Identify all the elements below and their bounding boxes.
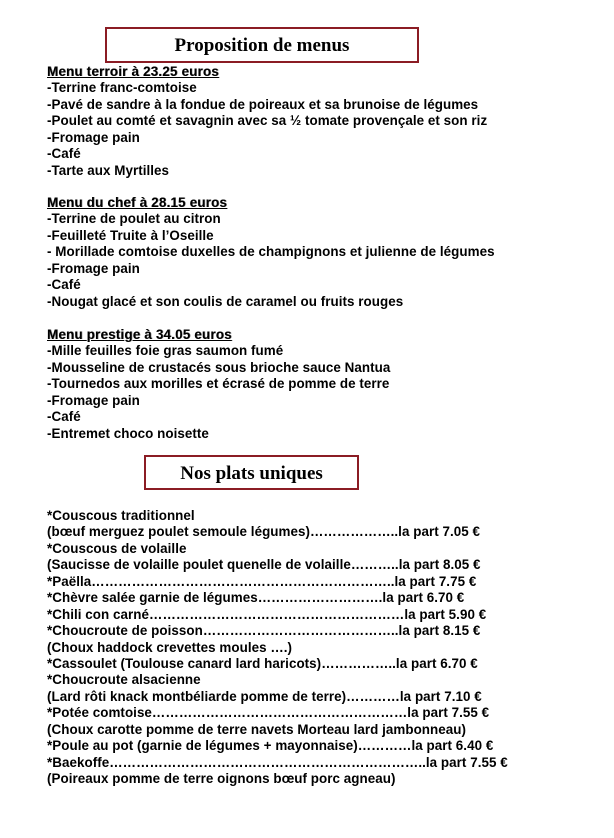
menu-item: - Morillade comtoise duxelles de champignons et julienne de légumes bbox=[47, 244, 495, 260]
menu-item: -Café bbox=[47, 277, 81, 293]
menu-item: -Mousseline de crustacés sous brioche sauce Nantua bbox=[47, 359, 391, 375]
menu-item: -Café bbox=[47, 409, 81, 425]
menu-item: -Pavé de sandre à la fondue de poireaux et sa brunoise de légumes bbox=[47, 96, 479, 112]
menu-item: -Café bbox=[47, 146, 81, 162]
menu-title: Menu du chef à 28.15 euros bbox=[47, 195, 228, 210]
plat-line: (Choux carotte pomme de terre navets Morteau lard jambonneau) bbox=[47, 721, 466, 737]
plat-line: *Couscous de volaille bbox=[47, 540, 187, 556]
plat-line: *Chèvre salée garnie de légumes……………………….la part 6.70 € bbox=[47, 590, 465, 606]
menu-item: -Mille feuilles foie gras saumon fumé bbox=[47, 343, 284, 359]
plat-line: *Potée comtoise…………………………………………………la part 7.55 € bbox=[47, 705, 490, 721]
plat-line: *Choucroute alsacienne bbox=[47, 672, 201, 688]
plat-line: *Couscous traditionnel bbox=[47, 508, 195, 523]
plat-line: (bœuf merguez poulet semoule légumes)………………..la part 7.05 € bbox=[47, 524, 481, 540]
menu-prestige bbox=[47, 327, 594, 442]
menu-item: -Fromage pain bbox=[47, 260, 140, 276]
plat-line: (Choux haddock crevettes moules ….) bbox=[47, 639, 293, 655]
menu-terroir bbox=[47, 64, 594, 179]
menu-item: -Poulet au comté et savagnin avec sa ½ tomate provençale et son riz bbox=[47, 113, 488, 129]
plat-line: *Choucroute de poisson……………………………………..la part 8.15 € bbox=[47, 623, 481, 639]
plat-line: *Paëlla…………………………………………………………..la part 7.75 € bbox=[47, 573, 477, 589]
menu-title: Menu prestige à 34.05 euros bbox=[47, 327, 232, 342]
menu-item: -Nougat glacé et son coulis de caramel ou fruits rouges bbox=[47, 293, 404, 309]
plat-line: (Poireaux pomme de terre oignons bœuf porc agneau) bbox=[47, 771, 396, 786]
menu-item: -Terrine franc-comtoise bbox=[47, 80, 197, 96]
menu-item: -Feuilleté Truite à l’Oseille bbox=[47, 227, 214, 243]
menu-title: Menu terroir à 23.25 euros bbox=[47, 64, 219, 79]
menu-item: -Fromage pain bbox=[47, 129, 140, 145]
section-title-menus: Proposition de menus bbox=[105, 27, 419, 63]
menu-item: -Terrine de poulet au citron bbox=[47, 211, 221, 227]
menu-du-chef bbox=[47, 195, 594, 310]
plat-line: *Chili con carné…………………………………………………la part 5.90 € bbox=[47, 606, 487, 622]
section-title-plats: Nos plats uniques bbox=[144, 455, 359, 490]
menu-item: -Tarte aux Myrtilles bbox=[47, 162, 170, 178]
plat-line: (Saucisse de volaille poulet quenelle de volaille………..la part 8.05 € bbox=[47, 557, 481, 573]
plat-line: *Cassoulet (Toulouse canard lard haricots)……………..la part 6.70 € bbox=[47, 655, 478, 671]
menu-item: -Fromage pain bbox=[47, 392, 140, 408]
menu-item: -Entremet choco noisette bbox=[47, 425, 209, 441]
plats-uniques-list bbox=[47, 508, 594, 787]
plat-line: (Lard rôti knack montbéliarde pomme de terre)…………la part 7.10 € bbox=[47, 688, 482, 704]
plat-line: *Baekoffe……………………………………………………………..la part 7.55 € bbox=[47, 754, 508, 770]
plat-line: *Poule au pot (garnie de légumes + mayonnaise)…………la part 6.40 € bbox=[47, 738, 494, 754]
menu-item: -Tournedos aux morilles et écrasé de pomme de terre bbox=[47, 376, 390, 392]
